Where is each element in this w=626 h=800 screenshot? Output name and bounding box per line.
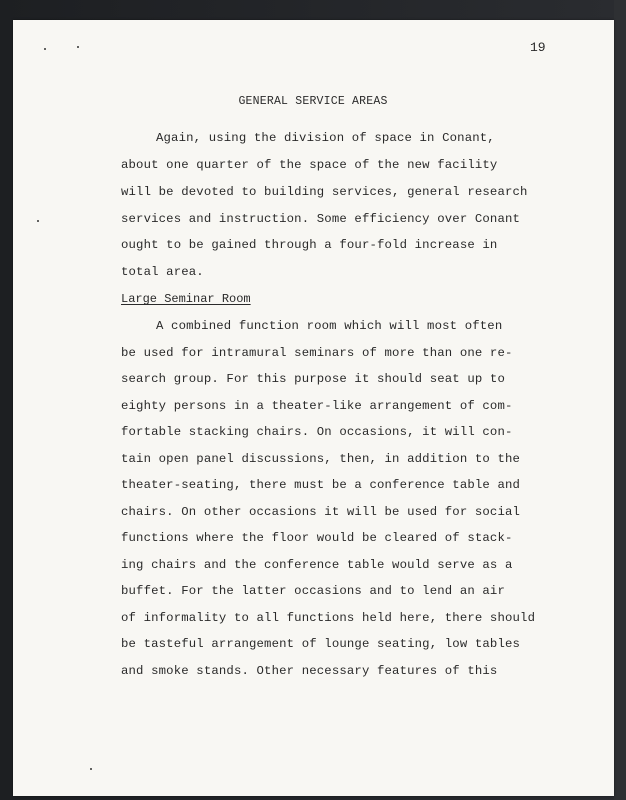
paragraph-line: be used for intramural seminars of more than one re-: [121, 346, 513, 360]
section-heading: GENERAL SERVICE AREAS: [238, 95, 388, 108]
paragraph-line: chairs. On other occasions it will be used for social: [121, 505, 521, 519]
paragraph-line: of informality to all functions held here, there should: [121, 611, 536, 625]
subsection-heading: Large Seminar Room: [121, 292, 251, 306]
paragraph-line: ought to be gained through a four-fold increase in: [121, 238, 498, 252]
page-speck: [44, 48, 46, 50]
scan-edge: [614, 0, 626, 800]
paragraph-line: eighty persons in a theater-like arrangement of com-: [121, 399, 513, 413]
page-speck: [77, 46, 79, 48]
paragraph-line: functions where the floor would be cleared of stack-: [121, 531, 513, 545]
paragraph-line: A combined function room which will most often: [156, 319, 503, 333]
paragraph-line: theater-seating, there must be a conference table and: [121, 478, 521, 492]
paragraph-line: services and instruction. Some efficiency over Conant: [121, 212, 521, 226]
paragraph-line: search group. For this purpose it should seat up to: [121, 372, 505, 386]
paragraph-line: Again, using the division of space in Conant,: [156, 131, 495, 145]
paragraph-line: total area.: [121, 265, 204, 279]
page-speck: [37, 220, 39, 222]
paragraph-line: and smoke stands. Other necessary features of this: [121, 664, 498, 678]
paragraph-line: tain open panel discussions, then, in addition to the: [121, 452, 521, 466]
paragraph-line: buffet. For the latter occasions and to lend an air: [121, 584, 505, 598]
paragraph-line: fortable stacking chairs. On occasions, it will con-: [121, 425, 513, 439]
paragraph-line: will be devoted to building services, general research: [121, 185, 528, 199]
paragraph-line: be tasteful arrangement of lounge seating, low tables: [121, 637, 521, 651]
page-number: 19: [530, 40, 546, 55]
paragraph-line: about one quarter of the space of the new facility: [121, 158, 498, 172]
page-speck: [90, 768, 92, 770]
paragraph-line: ing chairs and the conference table would serve as a: [121, 558, 513, 572]
